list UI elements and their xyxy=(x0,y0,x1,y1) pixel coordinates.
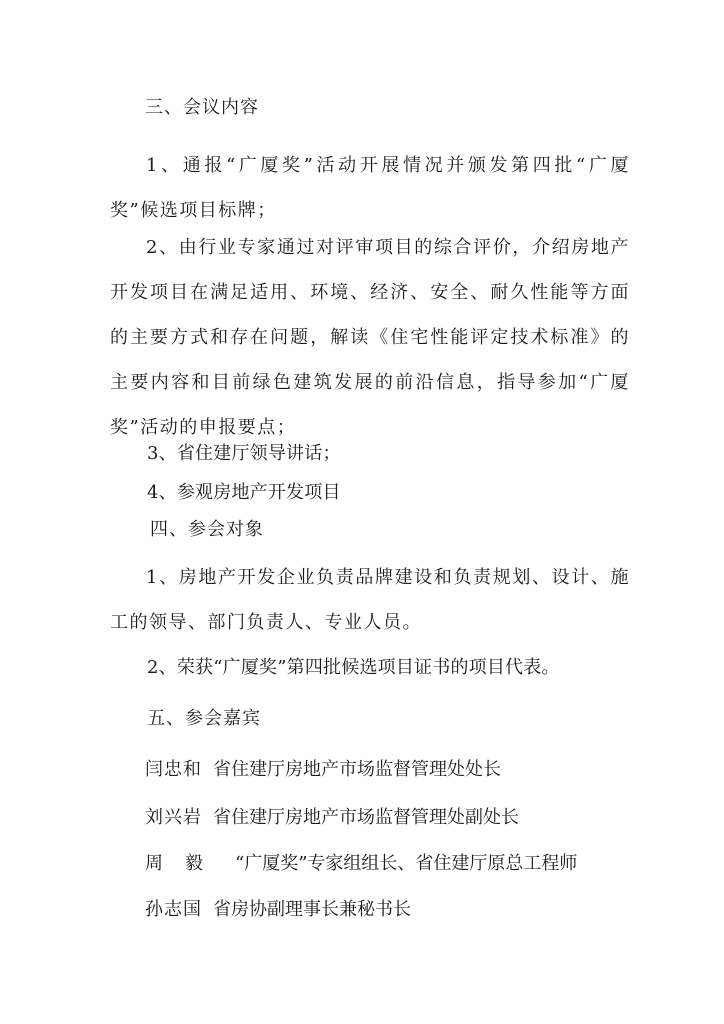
guest-role: 省住建厅房地产市场监督管理处副处长 xyxy=(213,807,519,828)
attendees-item-2: 2、荣获“广厦奖”第四批候选项目证书的项目代表。 xyxy=(147,657,560,678)
attendees-item-1: 1、房地产开发企业负责品牌建设和负责规划、设计、施工的领导、部门负责人、专业人员。 xyxy=(110,567,630,633)
guest-name: 孙志国 xyxy=(145,899,202,920)
guest-name: 刘兴岩 xyxy=(145,807,202,828)
section-heading-meeting-content: 三、会议内容 xyxy=(145,97,259,118)
guest-role: 省房协副理事长兼秘书长 xyxy=(213,899,411,920)
meeting-content-item-3: 3、省住建厅领导讲话； xyxy=(147,443,341,464)
section-heading-attendees: 四、参会对象 xyxy=(150,519,264,540)
meeting-content-item-2: 2、由行业专家通过对评审项目的综合评价，介绍房地产开发项目在满足适用、环境、经济、安全、耐久性能等方面的主要方式和存在问题，解读《住宅性能评定技术标准》的主要内容和目前绿色建筑发展的前沿信息，指导参加“广厦奖”活动的申报要点； xyxy=(110,237,630,438)
guest-name: 闫忠和 xyxy=(145,759,202,780)
guest-row xyxy=(145,898,411,922)
guest-row xyxy=(145,758,501,782)
guest-row xyxy=(145,806,519,830)
section-heading-guests: 五、参会嘉宾 xyxy=(147,708,261,729)
guest-role: “广厦奖”专家组组长、省住建厅原总工程师 xyxy=(235,853,578,874)
meeting-content-item-1: 1、通报“广厦奖”活动开展情况并颁发第四批“广厦奖”候选项目标牌； xyxy=(110,155,630,221)
guest-row xyxy=(145,852,577,876)
guest-role: 省住建厅房地产市场监督管理处处长 xyxy=(213,759,501,780)
guest-name: 周毅 xyxy=(145,853,225,874)
meeting-content-item-4: 4、参观房地产开发项目 xyxy=(147,482,341,503)
